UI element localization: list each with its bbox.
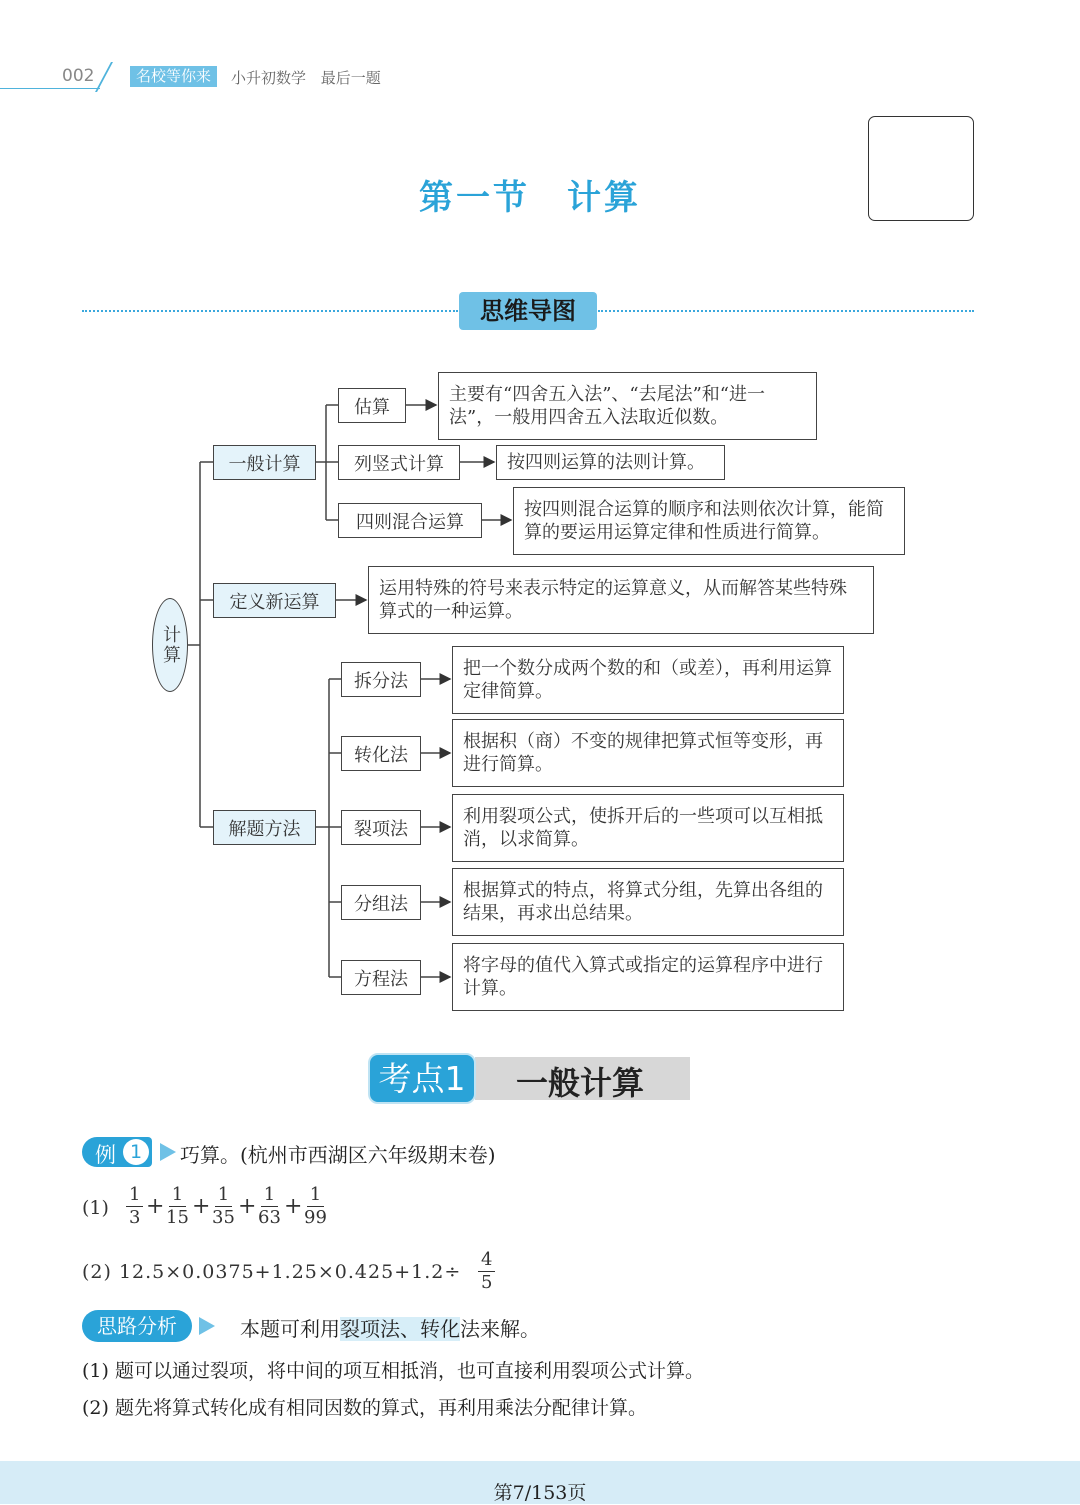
node-estimate: 估算 (338, 388, 406, 423)
book-subtitle: 小升初数学 最后一题 (231, 69, 381, 87)
q1-fraction-1: $\frac{1}{3}$ (126, 1184, 143, 1229)
desc-mixed-ops: 按四则混合运算的顺序和法则依次计算，能简算的要运用运算定律和性质进行简算。 (513, 487, 905, 555)
kaodian-title: 一般计算 (516, 1064, 645, 1102)
node-transform: 转化法 (341, 736, 421, 771)
plus-sign: + (238, 1194, 257, 1219)
q1-fraction-4: $\frac{1}{63}$ (258, 1184, 281, 1228)
node-split: 拆分法 (341, 662, 421, 697)
desc-partial-fraction: 利用裂项公式，使拆开后的一些项可以互相抵消，以求简算。 (452, 794, 844, 862)
branch-general: 一般计算 (213, 445, 316, 480)
node-mixed-ops: 四则混合运算 (338, 503, 482, 538)
desc-vertical-calc: 按四则运算的法则计算。 (496, 445, 725, 480)
branch-methods: 解题方法 (213, 810, 316, 845)
desc-grouping: 根据算式的特点，将算式分组，先算出各组的结果，再求出总结果。 (452, 868, 844, 936)
series-tag: 名校等你来 (130, 66, 217, 87)
desc-equation: 将字母的值代入算式或指定的运算程序中进行计算。 (452, 943, 844, 1011)
mindmap-title: 思维导图 (459, 292, 597, 330)
example-prompt: 巧算。(杭州市西湖区六年级期末卷) (180, 1143, 496, 1167)
play-arrow-icon (199, 1317, 215, 1335)
desc-transform: 根据积（商）不变的规律把算式恒等变形，再进行简算。 (452, 719, 844, 787)
desc-split: 把一个数分成两个数的和（或差），再利用运算定律简算。 (452, 646, 844, 714)
plus-sign: + (284, 1194, 303, 1219)
node-equation: 方程法 (341, 960, 421, 995)
analysis-intro: 本题可利用裂项法、转化法来解。 (240, 1317, 540, 1341)
q2-expression: (2) 12.5×0.0375+1.25×0.425+1.2÷ (82, 1261, 462, 1283)
analysis-line-1: (1) 题可以通过裂项，将中间的项互相抵消，也可直接利用裂项公式计算。 (82, 1360, 704, 1382)
plus-sign: + (192, 1194, 211, 1219)
page-number: 002 (62, 66, 95, 86)
plus-sign: + (146, 1194, 165, 1219)
section-title: 第一节 计算 (419, 178, 641, 218)
example-number: 1 (123, 1139, 149, 1165)
q1-label: (1) (82, 1197, 109, 1219)
q1-fraction-5: $\frac{1}{99}$ (304, 1184, 327, 1228)
play-arrow-icon (160, 1143, 176, 1161)
q1-fraction-2: $\frac{1}{15}$ (166, 1184, 189, 1228)
kaodian-badge: 考点1 (368, 1053, 476, 1104)
mindmap-root: 计算 (152, 598, 188, 692)
analysis-badge: 思路分析 (82, 1310, 192, 1342)
desc-estimate: 主要有“四舍五入法”、“去尾法”和“进一法”，一般用四舍五入法取近似数。 (438, 372, 817, 440)
node-vertical-calc: 列竖式计算 (338, 445, 460, 480)
q2-fraction: $\frac{4}{5}$ (478, 1249, 495, 1294)
node-partial-fraction: 裂项法 (341, 810, 421, 845)
analysis-line-2: (2) 题先将算式转化成有相同因数的算式，再利用乘法分配律计算。 (82, 1397, 647, 1419)
desc-define: 运用特殊的符号来表示特定的运算意义，从而解答某些特殊算式的一种运算。 (368, 566, 874, 634)
footer-page-indicator: 第7/153页 (493, 1482, 587, 1504)
q1-fraction-3: $\frac{1}{35}$ (212, 1184, 235, 1228)
example-badge-label: 例 (95, 1143, 116, 1167)
node-grouping: 分组法 (341, 885, 421, 920)
branch-define: 定义新运算 (213, 583, 336, 618)
